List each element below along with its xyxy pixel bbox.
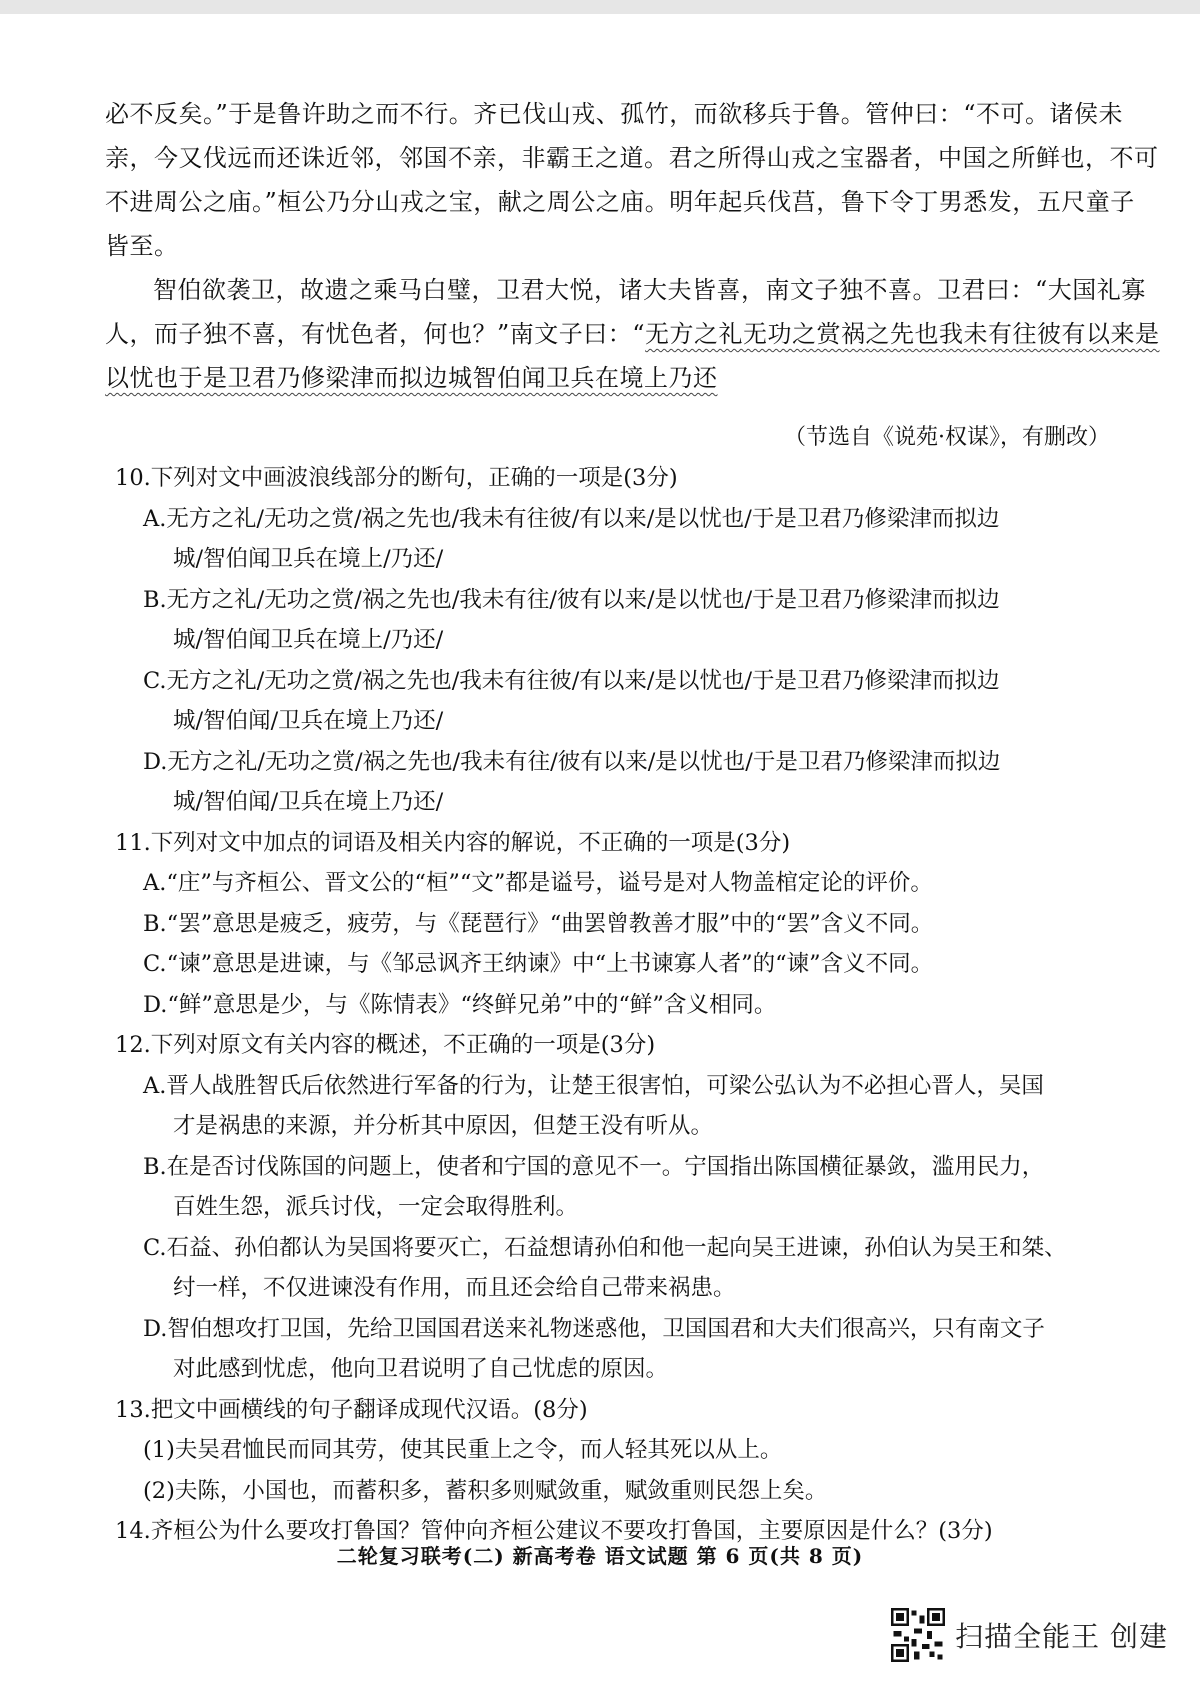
question-12-stem: 12.下列对原文有关内容的概述，不正确的一项是(3分) [115,1032,656,1058]
passage-line: 亲，今又伐远而还诛近邻，邻国不亲，非霸王之道。君之所得山戎之宝器者，中国之所鲜也，不可 [105,144,1159,172]
reading-passage [105,92,1160,400]
passage-line: 不进周公之庙。”桓公乃分山戎之宝，献之周公之庙。明年起兵伐莒，鲁下令丁男悉发，五尺童子 [105,188,1135,216]
qr-code-icon [891,1608,945,1662]
option-line: D.智伯想攻打卫国，先给卫国国君送来礼物迷惑他，卫国国君和大夫们很高兴，只有南文子 [143,1315,1045,1342]
translation-item: (1)夫吴君恤民而同其劳，使其民重上之令，而人轻其死以从上。 [143,1437,783,1463]
option-line: A.无方之礼/无功之赏/祸之先也/我未有往彼/有以来/是以忧也/于是卫君乃修梁津而拟边 [143,505,1000,532]
passage-text: 人，而子独不喜，有忧色者，何也？”南文子曰：“ [105,320,646,348]
option-line: C.“谏”意思是进谏，与《邹忌讽齐王纳谏》中“上书谏寡人者”的“谏”含义不同。 [143,951,934,977]
option-line: C.无方之礼/无功之赏/祸之先也/我未有往彼/有以来/是以忧也/于是卫君乃修梁津而拟边 [143,667,1000,694]
wavy-underlined-text: 无方之礼无功之赏祸之先也我未有往彼有以来是 [645,320,1160,348]
option-line: 才是祸患的来源，并分析其中原因，但楚王没有听从。 [173,1113,714,1139]
option-line: B.“罢”意思是疲乏，疲劳，与《琵琶行》“曲罢曾教善才服”中的“罢”含义不同。 [143,910,934,937]
option-line: B.无方之礼/无功之赏/祸之先也/我未有往/彼有以来/是以忧也/于是卫君乃修梁津而拟边 [143,586,1000,613]
passage-line: 智伯欲袭卫，故遗之乘马白璧，卫君大悦，诸大夫皆喜，南文子独不喜。卫君曰：“大国礼寡 [153,276,1146,304]
translation-item: (2)夫陈，小国也，而蓄积多，蓄积多则赋敛重，赋敛重则民怨上矣。 [143,1477,828,1504]
questions-section [115,458,1105,1552]
option-line: 城/智伯闻/卫兵在境上乃还/ [173,789,444,815]
passage-line: 皆至。 [105,232,179,260]
option-line: 百姓生怨，派兵讨伐，一定会取得胜利。 [173,1194,579,1220]
passage-line [105,356,1105,400]
passage-line [105,312,1160,356]
question-14-stem: 14.齐桓公为什么要攻打鲁国？管仲向齐桓公建议不要攻打鲁国，主要原因是什么？(3分) [115,1518,993,1544]
page-footer: 二轮复习联考(二) 新高考卷 语文试题 第 6 页(共 8 页) [336,1544,864,1568]
option-line: 城/智伯闻卫兵在境上/乃还/ [173,627,444,653]
source-citation: （节选自《说苑·权谋》，有删改） [784,425,1110,450]
watermark-text: 扫描全能王 创建 [955,1620,1168,1653]
passage-line: 必不反矣。”于是鲁许助之而不行。齐已伐山戎、孤竹，而欲移兵于鲁。管仲曰：“不可。诸侯未 [105,100,1124,128]
option-line: 城/智伯闻/卫兵在境上乃还/ [173,708,444,734]
scanner-watermark [891,1608,1168,1662]
question-10-stem: 10.下列对文中画波浪线部分的断句，正确的一项是(3分) [115,465,678,491]
scan-edge [0,0,1200,14]
option-line: A.“庄”与齐桓公、晋文公的“桓”“文”都是谥号，谥号是对人物盖棺定论的评价。 [143,870,933,896]
option-line: B.在是否讨伐陈国的问题上，使者和宁国的意见不一。宁国指出陈国横征暴敛，滥用民力， [143,1153,1045,1180]
option-line: 城/智伯闻卫兵在境上/乃还/ [173,546,444,572]
wavy-underlined-text: 以忧也于是卫君乃修梁津而拟边城智伯闻卫兵在境上乃还 [105,364,718,392]
option-line: D.无方之礼/无功之赏/祸之先也/我未有往/彼有以来/是以忧也/于是卫君乃修梁津而拟边 [143,748,1001,775]
question-11-stem: 11.下列对文中加点的词语及相关内容的解说，不正确的一项是(3分) [115,829,791,856]
question-13-stem: 13.把文中画横线的句子翻译成现代汉语。(8分) [115,1396,588,1423]
option-line: 纣一样，不仅进谏没有作用，而且还会给自己带来祸患。 [173,1275,736,1301]
option-line: A.晋人战胜智氏后依然进行军备的行为，让楚王很害怕，可梁公弘认为不必担心晋人，吴国 [143,1072,1044,1099]
option-line: 对此感到忧虑，他向卫君说明了自己忧虑的原因。 [173,1356,669,1382]
option-line: D.“鲜”意思是少，与《陈情表》“终鲜兄弟”中的“鲜”含义相同。 [143,991,777,1018]
option-line: C.石益、孙伯都认为吴国将要灭亡，石益想请孙伯和他一起向吴王进谏，孙伯认为吴王和桀、 [143,1234,1067,1261]
